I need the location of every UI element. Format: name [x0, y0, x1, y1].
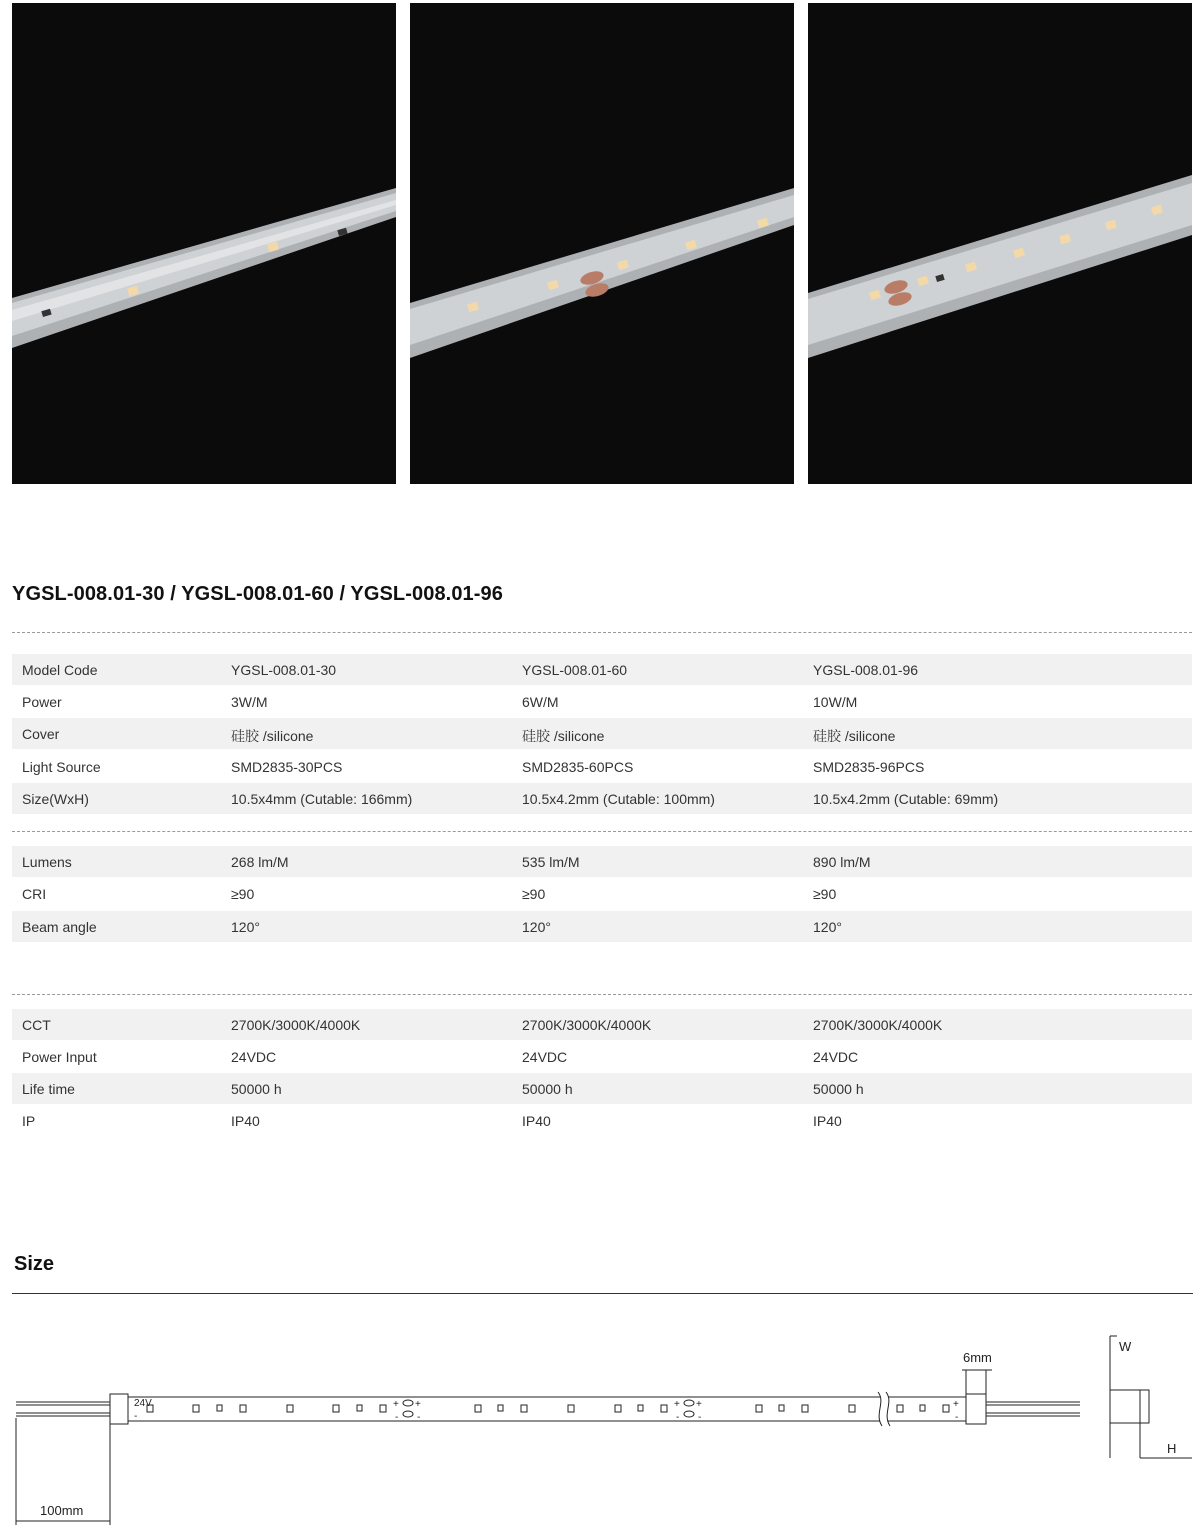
spec-value-96: 10W/M	[813, 694, 858, 710]
plus-label: +	[393, 1399, 399, 1410]
spec-label: IP	[22, 1113, 36, 1129]
spec-value-60: 120°	[522, 919, 551, 935]
spec-value-60: 24VDC	[522, 1049, 568, 1065]
spec-row-model-code	[12, 654, 1192, 685]
spec-row-lumens	[12, 846, 1192, 877]
plus-label: +	[696, 1399, 702, 1410]
spec-value-96: YGSL-008.01-96	[813, 662, 919, 678]
spec-label: Power Input	[22, 1049, 97, 1065]
plus-label: +	[415, 1399, 421, 1410]
spec-value-96: 2700K/3000K/4000K	[813, 1017, 943, 1033]
end-cap-width-label: 6mm	[963, 1350, 992, 1365]
spec-value-96: 10.5x4.2mm (Cutable: 69mm)	[813, 791, 999, 807]
spec-value-96: 890 lm/M	[813, 854, 871, 870]
spec-value-30: 3W/M	[231, 694, 268, 710]
spec-value-30: ≥90	[231, 886, 255, 902]
divider	[12, 632, 1192, 633]
spec-label: Cover	[22, 726, 60, 742]
product-title: YGSL-008.01-30 / YGSL-008.01-60 / YGSL-008.01-96	[12, 583, 503, 605]
product-photo-30	[12, 3, 396, 484]
dimension-drawing	[0, 1320, 1200, 1529]
spec-row-power	[12, 686, 1192, 717]
size-divider	[12, 1293, 1193, 1294]
spec-row-power-input	[12, 1041, 1192, 1072]
spec-value-60: IP40	[522, 1113, 551, 1129]
spec-value-60: 硅胶 /silicone	[522, 728, 605, 744]
plus-label: +	[674, 1399, 680, 1410]
plus-label: +	[953, 1399, 959, 1410]
spec-value-96: IP40	[813, 1113, 842, 1129]
spec-label: Life time	[22, 1081, 75, 1097]
product-photo-60	[410, 3, 794, 484]
spec-label: Lumens	[22, 854, 72, 870]
lead-length-label: 100mm	[40, 1503, 84, 1518]
spec-value-96: 120°	[813, 919, 842, 935]
height-label: H	[1167, 1441, 1177, 1456]
spec-value-60: ≥90	[522, 886, 546, 902]
spec-label: Model Code	[22, 662, 98, 678]
size-section-title: Size	[14, 1253, 55, 1275]
minus-label: -	[676, 1412, 680, 1423]
spec-label: CRI	[22, 886, 47, 902]
minus-label: -	[134, 1411, 138, 1422]
spec-value-60: 2700K/3000K/4000K	[522, 1017, 652, 1033]
spec-label: Size(WxH)	[22, 791, 89, 807]
divider	[12, 994, 1192, 995]
spec-value-60: 50000 h	[522, 1081, 573, 1097]
minus-label: -	[417, 1412, 421, 1423]
spec-row-size	[12, 783, 1192, 814]
width-label: W	[1119, 1339, 1132, 1354]
spec-value-30: 2700K/3000K/4000K	[231, 1017, 361, 1033]
spec-value-60: SMD2835-60PCS	[522, 759, 634, 775]
spec-label: Light Source	[22, 759, 101, 775]
spec-value-60: YGSL-008.01-60	[522, 662, 628, 678]
voltage-label: 24V	[134, 1398, 152, 1409]
minus-label: -	[955, 1412, 959, 1423]
spec-value-96: ≥90	[813, 886, 837, 902]
spec-row-cct	[12, 1009, 1192, 1040]
spec-value-60: 10.5x4.2mm (Cutable: 100mm)	[522, 791, 715, 807]
spec-value-30: 24VDC	[231, 1049, 277, 1065]
spec-row-light-source	[12, 751, 1192, 782]
spec-value-30: 50000 h	[231, 1081, 282, 1097]
spec-value-30: 120°	[231, 919, 260, 935]
spec-value-30: 硅胶 /silicone	[231, 728, 314, 744]
minus-label: -	[698, 1412, 702, 1423]
spec-value-30: 10.5x4mm (Cutable: 166mm)	[231, 791, 413, 807]
spec-label: CCT	[22, 1017, 51, 1033]
spec-value-30: 268 lm/M	[231, 854, 289, 870]
spec-row-beam-angle	[12, 911, 1192, 942]
spec-value-96: 硅胶 /silicone	[813, 728, 896, 744]
spec-value-60: 535 lm/M	[522, 854, 580, 870]
spec-value-30: YGSL-008.01-30	[231, 662, 337, 678]
spec-value-96: SMD2835-96PCS	[813, 759, 925, 775]
spec-row-cover	[12, 718, 1192, 749]
spec-value-60: 6W/M	[522, 694, 559, 710]
spec-value-96: 24VDC	[813, 1049, 859, 1065]
divider	[12, 831, 1192, 832]
minus-label: -	[395, 1412, 399, 1423]
spec-row-cri	[12, 878, 1192, 909]
spec-label: Beam angle	[22, 919, 97, 935]
spec-row-ip	[12, 1105, 1192, 1136]
spec-label: Power	[22, 694, 62, 710]
product-photo-96	[808, 3, 1192, 484]
spec-value-30: IP40	[231, 1113, 260, 1129]
spec-value-30: SMD2835-30PCS	[231, 759, 343, 775]
spec-value-96: 50000 h	[813, 1081, 864, 1097]
spec-row-life-time	[12, 1073, 1192, 1104]
